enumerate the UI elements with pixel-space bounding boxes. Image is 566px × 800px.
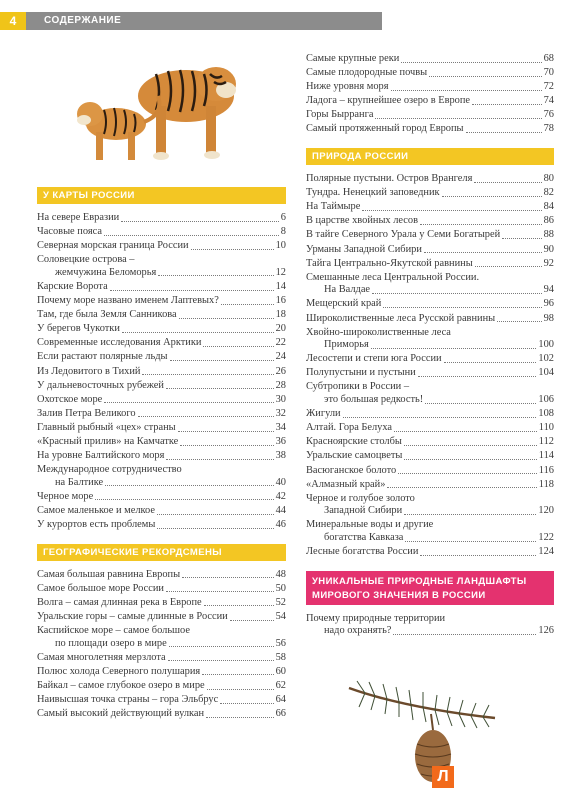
- toc-entry-title: Самые крупные реки: [306, 53, 400, 64]
- dot-leader: [203, 346, 273, 347]
- toc-entry-title: На Таймыре: [306, 201, 361, 213]
- toc-entry-title: Волга – самая длинная река в Европе: [37, 596, 202, 608]
- toc-entry-page: 30: [275, 393, 286, 405]
- dot-leader: [158, 275, 273, 276]
- toc-entry[interactable]: [306, 81, 554, 94]
- toc-entry-title: Черное море: [37, 490, 94, 502]
- toc-entry[interactable]: [37, 450, 286, 463]
- toc-entry-title: «Красный прилив» на Камчатке: [37, 436, 179, 447]
- toc-entry-title: У дальневосточных рубежей: [37, 379, 164, 391]
- dot-leader: [405, 541, 536, 542]
- toc-entry-page: 50: [275, 582, 286, 594]
- toc-entry-page: 18: [275, 309, 286, 321]
- toc-entry-page: 60: [275, 665, 286, 677]
- toc-entry[interactable]: [306, 272, 554, 297]
- toc-entry-page: 46: [275, 519, 286, 531]
- toc-entry-title: «Алмазный край»: [306, 478, 386, 490]
- toc-entry[interactable]: [37, 666, 286, 679]
- toc-list: [306, 173, 554, 559]
- toc-entry[interactable]: [37, 337, 286, 350]
- toc-entry-title: Полярные пустыни. Остров Врангеля: [306, 173, 473, 185]
- toc-entry-page: 64: [275, 694, 286, 705]
- toc-entry[interactable]: [37, 583, 286, 596]
- toc-entry-title: Почему море названо именем Лаптевых?: [37, 295, 219, 307]
- toc-entry-title: Самое большое море России: [37, 582, 164, 594]
- toc-entry[interactable]: [306, 313, 554, 326]
- toc-entry-title: Международное сотрудничество: [37, 464, 182, 476]
- toc-entry-title: Там, где была Земля Санникова: [37, 309, 177, 321]
- dot-leader: [472, 104, 542, 105]
- toc-entry-title: Самый протяженный город Европы: [306, 123, 464, 135]
- toc-entry-page: 34: [275, 421, 286, 433]
- page-title: СОДЕРЖАНИЕ: [44, 15, 122, 26]
- toc-entry[interactable]: [306, 493, 554, 518]
- toc-entry-title: У курортов есть проблемы: [37, 519, 156, 531]
- toc-entry[interactable]: [306, 327, 554, 352]
- pine-branch-illustration: [345, 678, 505, 788]
- toc-entry-title: Самые плодородные почвы: [306, 67, 428, 79]
- toc-entry[interactable]: [306, 244, 554, 257]
- toc-entry-title: Северная морская граница России: [37, 240, 189, 252]
- toc-entry[interactable]: [37, 505, 286, 518]
- dot-leader: [138, 416, 274, 417]
- toc-entry[interactable]: [37, 491, 286, 504]
- toc-entry-page: 56: [275, 637, 286, 649]
- toc-entry-title: Если растают полярные льды: [37, 351, 168, 363]
- toc-entry[interactable]: [306, 546, 554, 559]
- toc-entry[interactable]: [37, 226, 286, 239]
- toc-entry-page: 108: [538, 408, 554, 420]
- dot-leader: [157, 528, 273, 529]
- toc-list: [306, 53, 554, 136]
- toc-entry-title: Охотское море: [37, 393, 103, 405]
- toc-entry-title: Урманы Западной Сибири: [306, 243, 422, 255]
- toc-entry-page: 58: [275, 651, 286, 663]
- toc-entry[interactable]: [37, 281, 286, 294]
- toc-entry-page: 104: [538, 367, 554, 379]
- toc-entry[interactable]: [306, 173, 554, 186]
- toc-entry-title: Из Ледовитого в Тихий: [37, 365, 141, 377]
- toc-entry-page: 8: [280, 226, 286, 238]
- toc-list: [37, 569, 286, 721]
- dot-leader: [398, 473, 537, 474]
- section-header-line-1: УНИКАЛЬНЫЕ ПРИРОДНЫЕ ЛАНДШАФТЫ: [312, 575, 527, 587]
- toc-entry-page: 92: [543, 257, 554, 269]
- toc-entry-title: На севере Евразии: [37, 212, 120, 223]
- toc-entry[interactable]: [306, 353, 554, 366]
- dot-leader: [375, 118, 541, 119]
- dot-leader: [180, 445, 273, 446]
- toc-entry-page: 44: [275, 504, 286, 516]
- toc-entry[interactable]: [306, 67, 554, 80]
- toc-entry[interactable]: [37, 652, 286, 665]
- toc-entry-title: Минеральные воды и другие: [306, 519, 434, 531]
- toc-right-column: [306, 53, 554, 639]
- toc-entry-page: 74: [543, 95, 554, 107]
- toc-entry-title: Ниже уровня моря: [306, 81, 389, 93]
- toc-entry-title: Жигули: [306, 408, 341, 420]
- toc-entry-title: Широколиственные леса Русской равнины: [306, 312, 496, 324]
- section-header-geo-records: ГЕОГРАФИЧЕСКИЕ РЕКОРДСМЕНЫ: [37, 544, 286, 561]
- toc-entry-title: Тундра. Ненецкий заповедник: [306, 187, 440, 199]
- toc-entry-page: 6: [280, 212, 286, 223]
- toc-entry-title: Самая многолетняя мерзлота: [37, 651, 166, 663]
- toc-entry-page: 42: [275, 490, 286, 502]
- dot-leader: [182, 577, 274, 578]
- dot-leader: [383, 307, 541, 308]
- dot-leader: [424, 252, 542, 253]
- toc-entry-page: 68: [543, 53, 554, 64]
- toc-entry[interactable]: [306, 109, 554, 122]
- toc-entry-page: 94: [543, 284, 554, 296]
- toc-entry[interactable]: [306, 408, 554, 421]
- toc-entry-page: 112: [538, 436, 554, 448]
- toc-entry-page: 24: [275, 351, 286, 363]
- dot-leader: [122, 332, 274, 333]
- dot-leader: [444, 362, 537, 363]
- toc-entry-page: 54: [275, 610, 286, 622]
- section-header-unique-landscapes: [306, 571, 554, 605]
- toc-entry-title: Каспийское море – самое большое: [37, 625, 190, 637]
- dot-leader: [475, 266, 542, 267]
- page-number: 4: [0, 12, 26, 30]
- toc-entry-page: 36: [275, 436, 286, 447]
- toc-entry[interactable]: [306, 450, 554, 463]
- dot-leader: [393, 634, 536, 635]
- toc-entry-page: 26: [275, 365, 286, 377]
- toc-entry-page: 28: [275, 379, 286, 391]
- toc-entry[interactable]: [306, 381, 554, 406]
- toc-entry[interactable]: [37, 597, 286, 610]
- toc-entry[interactable]: [306, 187, 554, 200]
- dot-leader: [121, 221, 279, 222]
- toc-entry-title-cont: На Валдае: [324, 284, 371, 296]
- toc-entry-title: Уральские самоцветы: [306, 450, 403, 462]
- toc-entry[interactable]: [37, 295, 286, 308]
- toc-entry-title-cont: это большая редкость!: [324, 394, 424, 406]
- toc-entry-title: В тайге Северного Урала у Семи Богатырей: [306, 229, 501, 241]
- section-header-u-karty-rossii: У КАРТЫ РОССИИ: [37, 187, 286, 204]
- toc-entry[interactable]: [37, 708, 286, 721]
- toc-entry[interactable]: [37, 309, 286, 322]
- toc-entry-title: Полюс холода Северного полушария: [37, 665, 201, 677]
- dot-leader: [429, 76, 541, 77]
- toc-entry[interactable]: [37, 519, 286, 532]
- toc-entry[interactable]: [306, 123, 554, 136]
- dot-leader: [387, 487, 536, 488]
- toc-entry[interactable]: [37, 464, 286, 489]
- dot-leader: [142, 374, 273, 375]
- toc-entry[interactable]: [37, 408, 286, 421]
- dot-leader: [343, 417, 537, 418]
- toc-entry-page: 32: [275, 407, 286, 419]
- toc-entry-page: 40: [275, 476, 286, 488]
- dot-leader: [420, 224, 542, 225]
- dot-leader: [401, 62, 541, 63]
- toc-entry-title: Лесостепи и степи юга России: [306, 353, 442, 365]
- toc-entry-title: Почему природные территории: [306, 612, 446, 624]
- toc-entry-title: Лесные богатства России: [306, 546, 419, 558]
- dot-leader: [230, 620, 274, 621]
- toc-entry-title: Часовые пояса: [37, 226, 102, 238]
- toc-entry-page: 72: [543, 81, 554, 93]
- dot-leader: [178, 431, 274, 432]
- toc-entry-title: Красноярские столбы: [306, 436, 402, 448]
- toc-entry-page: 48: [275, 568, 286, 580]
- toc-entry[interactable]: [306, 95, 554, 108]
- toc-entry[interactable]: [37, 254, 286, 279]
- toc-entry-title: Залив Петра Великого: [37, 407, 136, 419]
- dot-leader: [110, 290, 274, 291]
- toc-entry-title: Васюганское болото: [306, 464, 397, 476]
- toc-entry-page: 62: [275, 679, 286, 691]
- toc-entry-title: Ладога – крупнейшее озеро в Европе: [306, 95, 471, 107]
- dot-leader: [220, 703, 273, 704]
- dot-leader: [169, 646, 274, 647]
- toc-entry[interactable]: [306, 479, 554, 492]
- dot-leader: [442, 196, 542, 197]
- toc-entry[interactable]: [37, 625, 286, 650]
- toc-entry-page: 88: [543, 229, 554, 241]
- dot-leader: [420, 555, 536, 556]
- toc-entry[interactable]: [37, 212, 286, 225]
- toc-entry-title-cont: надо охранять?: [324, 625, 392, 637]
- toc-entry-title: Уральские горы – самые длинные в России: [37, 610, 228, 622]
- toc-entry-title: На уровне Балтийского моря: [37, 450, 165, 462]
- toc-entry[interactable]: [37, 422, 286, 435]
- toc-entry-page: 110: [538, 422, 554, 434]
- dot-leader: [166, 459, 273, 460]
- toc-entry[interactable]: [306, 215, 554, 228]
- toc-entry-page: 118: [538, 478, 554, 490]
- toc-entry-title: Алтай. Гора Белуха: [306, 422, 393, 434]
- toc-entry[interactable]: [306, 258, 554, 271]
- dot-leader: [404, 459, 536, 460]
- toc-entry-title: Горы Бырранга: [306, 109, 374, 121]
- dot-leader: [202, 674, 273, 675]
- dot-leader: [157, 514, 274, 515]
- dot-leader: [502, 238, 541, 239]
- top-header-bar: [0, 12, 382, 30]
- dot-leader: [105, 485, 273, 486]
- dot-leader: [404, 514, 536, 515]
- section-header-line-2: МИРОВОГО ЗНАЧЕНИЯ В РОССИИ: [312, 589, 486, 601]
- toc-entry[interactable]: [37, 680, 286, 693]
- toc-entry-title: Самое маленькое и мелкое: [37, 504, 155, 516]
- toc-entry[interactable]: [306, 436, 554, 449]
- toc-entry-page: 122: [538, 532, 554, 543]
- toc-entry-page: 38: [275, 450, 286, 462]
- dot-leader: [204, 605, 274, 606]
- toc-entry-title: Современные исследования Арктики: [37, 337, 202, 349]
- dot-leader: [95, 499, 273, 500]
- toc-entry[interactable]: [37, 380, 286, 393]
- dot-leader: [166, 591, 274, 592]
- dot-leader: [404, 445, 537, 446]
- toc-list: [37, 212, 286, 532]
- toc-entry-page: 96: [543, 298, 554, 310]
- dot-leader: [221, 304, 274, 305]
- toc-entry[interactable]: [306, 53, 554, 66]
- dot-leader: [497, 321, 541, 322]
- dot-leader: [104, 402, 273, 403]
- toc-entry-title: Хвойно-широколиственные леса: [306, 326, 451, 338]
- toc-entry-page: 86: [543, 215, 554, 227]
- toc-entry-title: Тайга Центрально-Якутской равнины: [306, 257, 473, 269]
- toc-entry-title-cont: жемчужина Беломорья: [55, 266, 157, 278]
- dot-leader: [418, 376, 537, 377]
- toc-entry-page: 82: [543, 187, 554, 199]
- dot-leader: [362, 210, 541, 211]
- toc-entry-page: 20: [275, 323, 286, 335]
- toc-entry[interactable]: [37, 323, 286, 336]
- toc-entry[interactable]: [306, 229, 554, 242]
- toc-entry-page: 10: [275, 240, 286, 252]
- toc-entry-title-cont: по площади озеро в мире: [55, 637, 167, 649]
- toc-entry-title: Самый высокий действующий вулкан: [37, 708, 205, 720]
- toc-entry-title: Байкал – самое глубокое озеро в мире: [37, 679, 205, 691]
- toc-entry[interactable]: [37, 694, 286, 707]
- toc-entry-page: 12: [275, 266, 286, 278]
- toc-entry-page: 16: [275, 295, 286, 307]
- dot-leader: [191, 249, 274, 250]
- dot-leader: [425, 403, 536, 404]
- toc-entry-page: 14: [275, 280, 286, 292]
- toc-entry-page: 66: [275, 708, 286, 720]
- toc-entry[interactable]: [306, 201, 554, 214]
- toc-entry[interactable]: [306, 422, 554, 435]
- toc-entry[interactable]: [37, 394, 286, 407]
- toc-left-column: [37, 187, 286, 722]
- dot-leader: [371, 348, 537, 349]
- toc-entry-page: 102: [538, 353, 554, 365]
- toc-entry-title: Карские Ворота: [37, 280, 108, 292]
- toc-entry-page: 78: [543, 123, 554, 135]
- dot-leader: [179, 318, 274, 319]
- toc-entry-title: Субтропики в России –: [306, 381, 410, 393]
- toc-entry[interactable]: [37, 351, 286, 364]
- toc-entry-title-cont: Западной Сибири: [324, 505, 403, 517]
- toc-entry-title-cont: Приморья: [324, 339, 369, 351]
- toc-entry[interactable]: [306, 465, 554, 478]
- toc-entry-title-cont: богатства Кавказа: [324, 532, 404, 543]
- toc-entry[interactable]: [306, 298, 554, 311]
- toc-entry-page: 76: [543, 109, 554, 121]
- toc-entry-title: У берегов Чукотки: [37, 323, 120, 335]
- toc-entry-page: 124: [538, 546, 554, 558]
- toc-list: [306, 613, 554, 638]
- section-header-priroda-rossii: ПРИРОДА РОССИИ: [306, 148, 554, 165]
- dot-leader: [207, 689, 274, 690]
- toc-entry-page: 52: [275, 596, 286, 608]
- toc-entry-page: 116: [538, 464, 554, 476]
- toc-entry-page: 90: [543, 243, 554, 255]
- toc-entry-title: Главный рыбный «цех» страны: [37, 421, 176, 433]
- dot-leader: [168, 660, 274, 661]
- toc-entry-title: Соловецкие острова –: [37, 254, 135, 266]
- toc-entry[interactable]: [306, 367, 554, 380]
- toc-entry[interactable]: [306, 613, 554, 638]
- toc-entry-title: Черное и голубое золото: [306, 492, 415, 504]
- toc-entry-title: Мещерский край: [306, 298, 382, 310]
- toc-entry-page: 100: [538, 339, 554, 351]
- dot-leader: [474, 182, 541, 183]
- toc-entry-page: 120: [538, 505, 554, 517]
- toc-entry-page: 80: [543, 173, 554, 185]
- toc-entry-page: 114: [538, 450, 554, 462]
- dot-leader: [206, 717, 274, 718]
- dot-leader: [394, 431, 537, 432]
- toc-entry-title-cont: на Балтике: [55, 476, 104, 488]
- toc-entry[interactable]: [306, 519, 554, 544]
- publisher-logo: Л: [432, 766, 454, 788]
- toc-entry[interactable]: [37, 436, 286, 449]
- toc-entry-title: Смешанные леса Центральной России.: [306, 271, 480, 283]
- dot-leader: [372, 293, 542, 294]
- tiger-illustration: [66, 44, 246, 166]
- toc-entry-page: 70: [543, 67, 554, 79]
- toc-entry[interactable]: [37, 240, 286, 253]
- dot-leader: [391, 90, 542, 91]
- dot-leader: [170, 360, 274, 361]
- dot-leader: [104, 235, 279, 236]
- toc-entry[interactable]: [37, 611, 286, 624]
- toc-entry-page: 22: [275, 337, 286, 349]
- dot-leader: [466, 132, 542, 133]
- toc-entry-title: В царстве хвойных лесов: [306, 215, 418, 227]
- toc-entry-title: Наивысшая точка страны – гора Эльбрус: [37, 694, 219, 705]
- toc-entry-title: Самая большая равнина Европы: [37, 568, 181, 580]
- toc-entry-page: 106: [538, 394, 554, 406]
- toc-entry-page: 98: [543, 312, 554, 324]
- toc-entry-title: Полупустыни и пустыни: [306, 367, 416, 379]
- toc-entry-page: 84: [543, 201, 554, 213]
- toc-entry[interactable]: [37, 366, 286, 379]
- toc-entry[interactable]: [37, 569, 286, 582]
- dot-leader: [166, 388, 274, 389]
- toc-entry-page: 126: [538, 625, 554, 637]
